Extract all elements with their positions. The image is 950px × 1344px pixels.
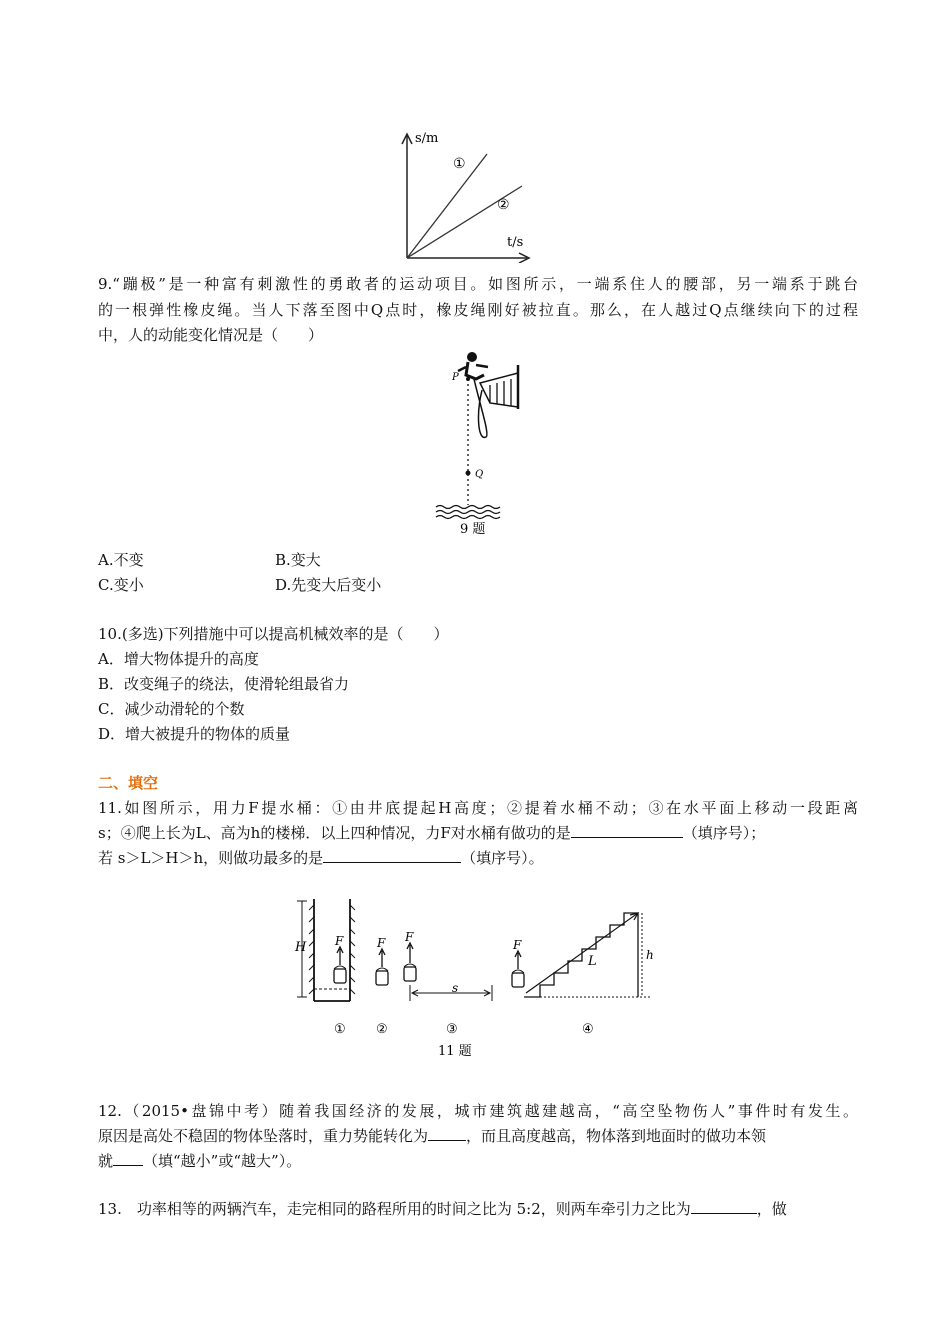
point-q-dot bbox=[466, 471, 471, 476]
panel-label-1: ① bbox=[334, 1022, 346, 1037]
point-p-label: P bbox=[452, 372, 459, 383]
q9-option-c: C.变小 bbox=[98, 576, 144, 594]
q11-line-2 bbox=[98, 821, 858, 845]
q11-line-3-tail: （填序号）。 bbox=[461, 849, 544, 867]
q11-line-2-tail: （填序号）； bbox=[682, 824, 766, 842]
label-s: s bbox=[452, 981, 459, 995]
q12-answer-blank-2[interactable] bbox=[113, 1149, 143, 1166]
point-q-label: Q bbox=[475, 469, 484, 480]
q10-option-b: B．改变绳子的绕法，使滑轮组最省力 bbox=[98, 675, 350, 693]
label-f-2: F bbox=[377, 936, 386, 950]
line-1-label: ① bbox=[453, 156, 466, 172]
jumper-head bbox=[467, 352, 477, 362]
q9-option-b: B.变大 bbox=[275, 551, 321, 569]
section-title-fill-in: 二、填空 bbox=[98, 774, 159, 792]
y-axis-label: s/m bbox=[415, 131, 439, 146]
panel-label-4: ④ bbox=[582, 1022, 594, 1037]
q9-option-a: A.不变 bbox=[98, 551, 144, 569]
q12-line-3-tail: （填“越小”或“越大”）。 bbox=[143, 1152, 302, 1170]
q13-line-1-tail: ，做 bbox=[756, 1200, 787, 1218]
q12-line-2-tail: ，而且高度越高，物体落到地面时的做功本领 bbox=[466, 1127, 767, 1145]
q12-line-3-text: 就 bbox=[98, 1152, 114, 1170]
q9-line-2: 的一根弹性橡皮绳。当人下落至图中Q点时，橡皮绳刚好被拉直。那么，在人越过Q点继续向下的过程 bbox=[98, 301, 858, 319]
q9-line-1: 9.“蹦极”是一种富有刺激性的勇敢者的运动项目。如图所示，一端系住人的腰部，另一端系于跳台 bbox=[98, 275, 858, 293]
q10-option-a: A．增大物体提升的高度 bbox=[98, 650, 259, 668]
q9-option-d: D.先变大后变小 bbox=[275, 576, 382, 594]
q13-line-1-text: 13. 功率相等的两辆汽车，走完相同的路程所用的时间之比为 5:2，则两车牵引力之比为 bbox=[98, 1200, 691, 1218]
q13-line-1 bbox=[98, 1197, 858, 1221]
x-axis-label: t/s bbox=[507, 235, 524, 250]
q10-option-c: C．减少动滑轮的个数 bbox=[98, 700, 245, 718]
label-h-small: h bbox=[646, 948, 654, 962]
q11-line-3-text: 若 s＞L＞H＞h，则做功最多的是 bbox=[98, 849, 324, 867]
q11-figure bbox=[292, 893, 662, 1061]
q12-line-3 bbox=[98, 1149, 858, 1173]
q9-figure-caption: 9 题 bbox=[460, 522, 486, 537]
panel-label-3: ③ bbox=[446, 1022, 458, 1037]
q11-answer-blank-2[interactable] bbox=[323, 846, 461, 863]
q10-stem: 10.(多选)下列措施中可以提高机械效率的是（ ） bbox=[98, 625, 449, 643]
q11-line-2-text: s；④爬上长为L、高为h的楼梯．以上四种情况，力F对水桶有做功的是 bbox=[98, 824, 571, 842]
label-f-1: F bbox=[335, 934, 344, 948]
q12-line-2-text: 原因是高处不稳固的物体坠落时，重力势能转化为 bbox=[98, 1127, 429, 1145]
q11-answer-blank-1[interactable] bbox=[571, 821, 683, 838]
label-f-3: F bbox=[405, 930, 414, 944]
bungee-figure bbox=[430, 345, 530, 537]
q10-option-d: D．增大被提升的物体的质量 bbox=[98, 725, 291, 743]
line-2-label: ② bbox=[497, 197, 510, 213]
q11-figure-caption: 11 题 bbox=[438, 1044, 472, 1059]
q12-answer-blank-1[interactable] bbox=[428, 1124, 466, 1141]
line-1 bbox=[407, 154, 487, 258]
label-h-big: H bbox=[295, 940, 307, 955]
st-graph-figure bbox=[395, 128, 535, 263]
label-l: L bbox=[588, 954, 597, 969]
q13-answer-blank-1[interactable] bbox=[691, 1197, 757, 1214]
q11-line-3 bbox=[98, 846, 858, 870]
q9-line-3: 中，人的动能变化情况是（ ） bbox=[98, 326, 324, 344]
panel-label-2: ② bbox=[376, 1022, 388, 1037]
label-f-4: F bbox=[513, 938, 522, 952]
q12-line-1: 12.（2015•盘锦中考）随着我国经济的发展，城市建筑越建越高，“高空坠物伤人”事件时有发生。 bbox=[98, 1102, 858, 1120]
q11-line-1: 11.如图所示，用力F提水桶：①由井底提起H高度；②提着水桶不动；③在水平面上移动一段距离 bbox=[98, 799, 858, 817]
q12-line-2 bbox=[98, 1124, 858, 1148]
